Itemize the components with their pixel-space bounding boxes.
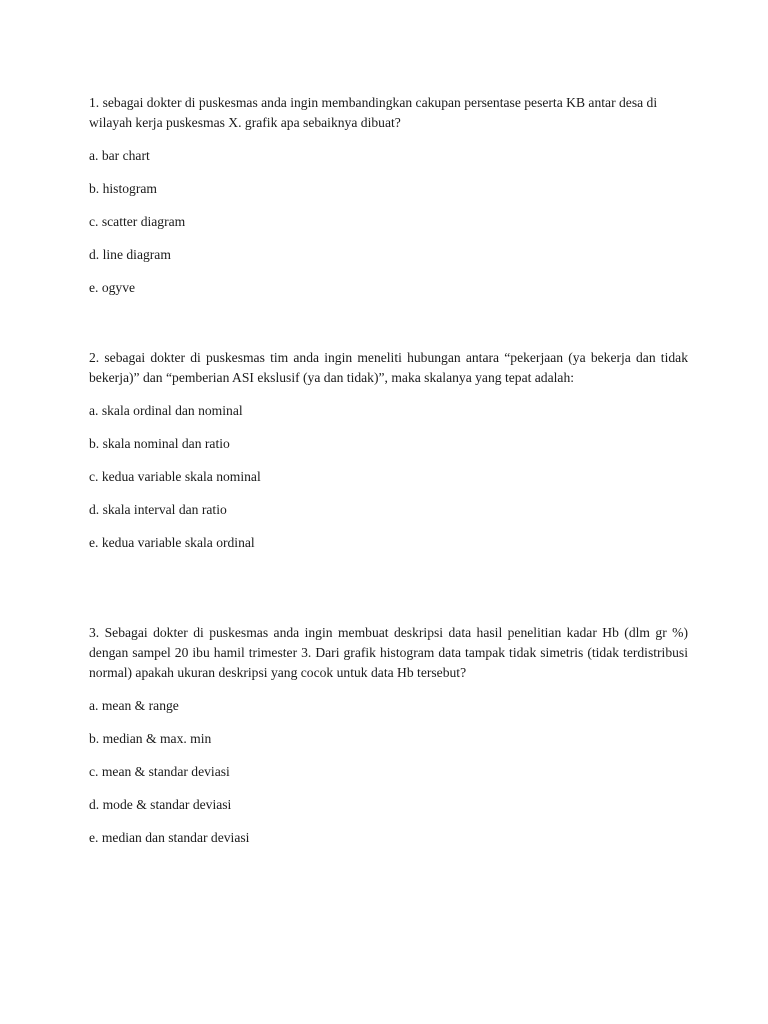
question-3-option-d: d. mode & standar deviasi <box>89 797 232 812</box>
question-3 <box>89 623 688 848</box>
question-2-options <box>89 401 688 553</box>
question-2-option-e: e. kedua variable skala ordinal <box>89 535 255 550</box>
question-1-option-e: e. ogyve <box>89 280 136 295</box>
question-1 <box>89 93 688 298</box>
question-3-options <box>89 696 688 848</box>
question-2-text: 2. sebagai dokter di puskesmas tim anda ingin meneliti hubungan antara “pekerjaan (ya bekerja dan tidak bekerja)” dan “pemberian ASI ekslusif (ya dan tidak)”, maka skalanya yang tepat adalah: <box>89 350 688 385</box>
question-3-text: 3. Sebagai dokter di puskesmas anda ingin membuat deskripsi data hasil penelitian kadar Hb (dlm gr %) dengan sampel 20 ibu hamil trimester 3. Dari grafik histogram data tampak tidak simetris (tidak terdistribusi normal) apakah ukuran deskripsi yang cocok untuk data Hb tersebut? <box>89 625 688 680</box>
question-3-option-c: c. mean & standar deviasi <box>89 764 230 779</box>
question-2-option-a: a. skala ordinal dan nominal <box>89 403 243 418</box>
question-2-option-b: b. skala nominal dan ratio <box>89 436 230 451</box>
question-2-option-c: c. kedua variable skala nominal <box>89 469 261 484</box>
question-3-option-a: a. mean & range <box>89 698 179 713</box>
question-3-option-b: b. median & max. min <box>89 731 212 746</box>
question-1-option-a: a. bar chart <box>89 148 150 163</box>
question-1-option-d: d. line diagram <box>89 247 171 262</box>
question-3-option-e: e. median dan standar deviasi <box>89 830 250 845</box>
question-1-text: 1. sebagai dokter di puskesmas anda ingin membandingkan cakupan persentase peserta KB antar desa di wilayah kerja puskesmas X. grafik apa sebaiknya dibuat? <box>89 95 658 130</box>
question-1-option-c: c. scatter diagram <box>89 214 186 229</box>
question-1-options <box>89 146 688 298</box>
question-1-option-b: b. histogram <box>89 181 157 196</box>
question-2-option-d: d. skala interval dan ratio <box>89 502 227 517</box>
question-2 <box>89 348 688 553</box>
